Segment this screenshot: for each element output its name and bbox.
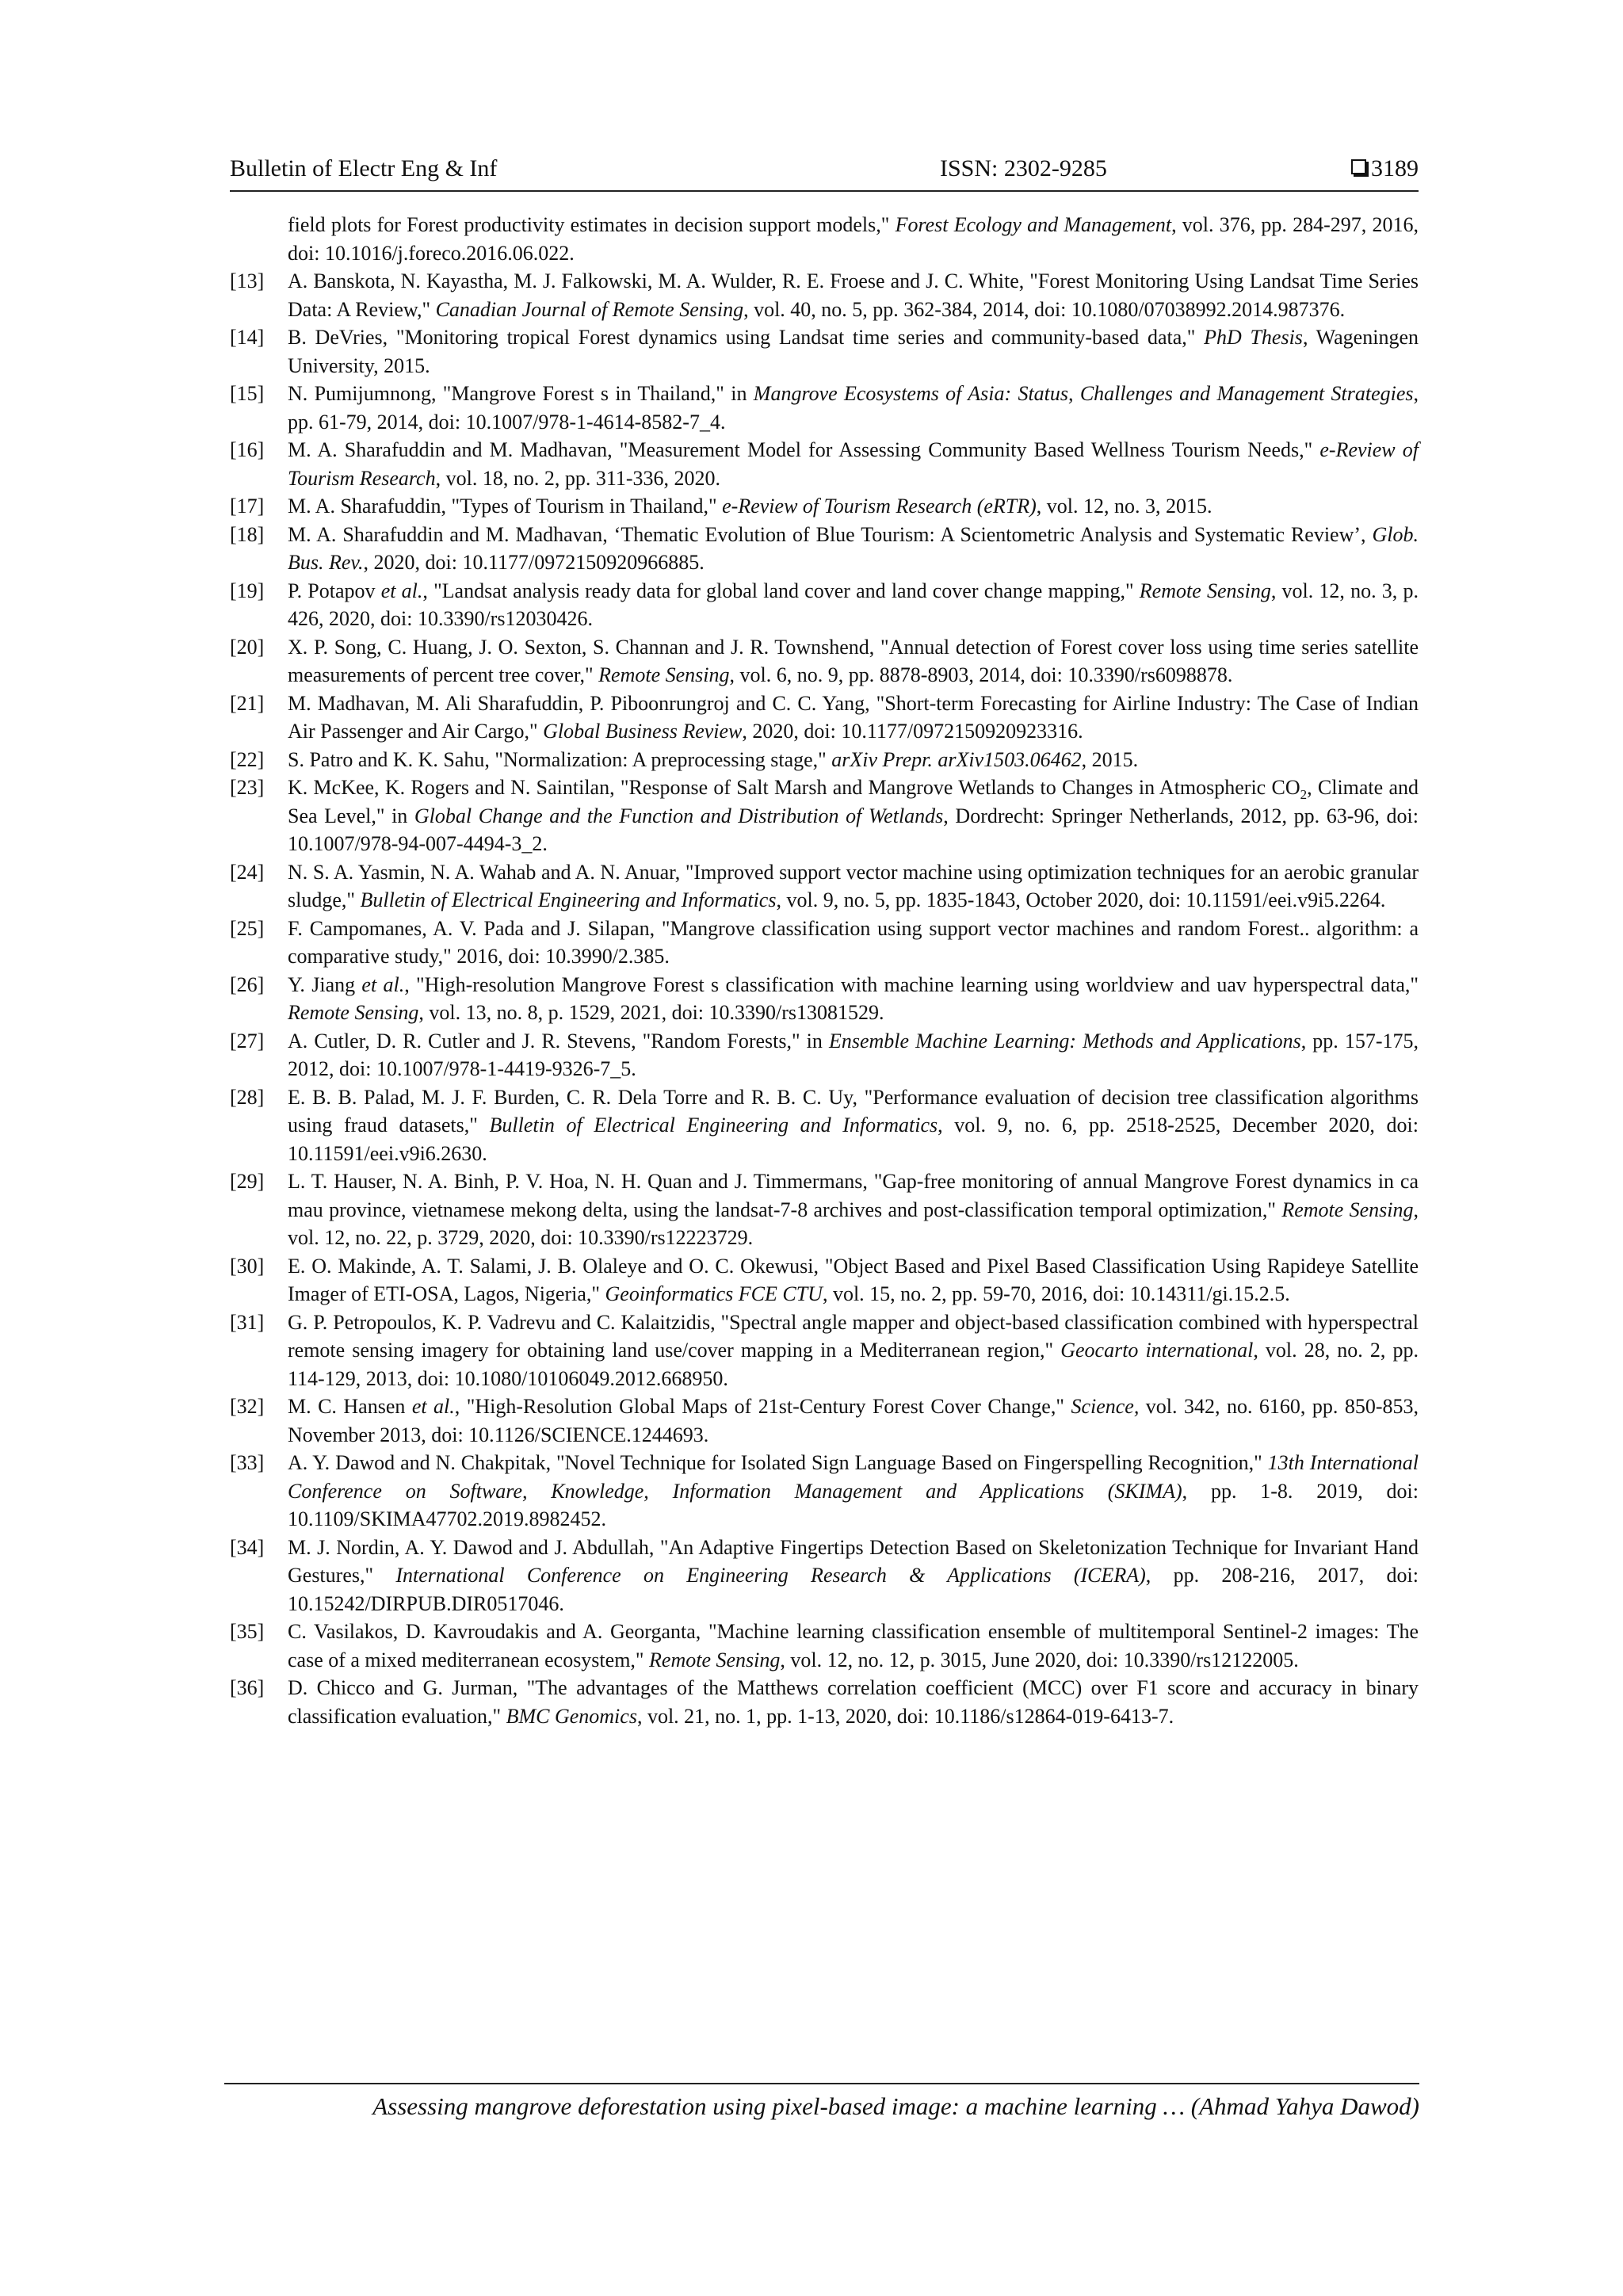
reference-text: M. J. Nordin, A. Y. Dawod and J. Abdullah, "An Adaptive Fingertips Detection Based on Skeletonization Technique for Invariant Hand Gestures," xyxy=(288,1535,1419,1587)
reference-text: Y. Jiang xyxy=(288,972,362,996)
reference-text: , 2015. xyxy=(1081,747,1139,771)
reference-text: , vol. 28, no. 2, pp. 114-129, 2013, doi: 10.1080/10106049.2012.668950. xyxy=(288,1339,1419,1390)
reference-italic-text: Canadian Journal of Remote Sensing xyxy=(435,297,744,321)
reference-number: [28] xyxy=(230,1085,265,1109)
reference-number: [16] xyxy=(230,438,265,461)
issn: ISSN: 2302-9285 xyxy=(940,155,1107,181)
reference-text: , pp. 61-79, 2014, doi: 10.1007/978-1-4614-8582-7_4. xyxy=(288,382,1419,434)
reference-text: N. Pumijumnong, "Mangrove Forest s in Thailand," in xyxy=(288,382,754,405)
reference-entry xyxy=(230,1308,1419,1393)
reference-italic-text: Forest Ecology and Management xyxy=(895,213,1172,236)
reference-text: , vol. 12, no. 12, p. 3015, June 2020, doi: 10.3390/rs12122005. xyxy=(780,1648,1299,1671)
reference-text: L. T. Hauser, N. A. Binh, P. V. Hoa, N. H. Quan and J. Timmermans, "Gap-free monitoring of annual Mangrove Forest dynamics in ca mau province, vietnamese mekong delta, using the landsat-7-8 archives and post-classification temporal optimization," xyxy=(288,1170,1419,1221)
page-number: 3189 xyxy=(1371,155,1419,181)
reference-text: , 2020, doi: 10.1177/0972150920966885. xyxy=(363,551,705,574)
reference-text: C. Vasilakos, D. Kavroudakis and A. Georganta, "Machine learning classification ensemble of multitemporal Sentinel-2 images: The case of a mixed mediterranean ecosystem," xyxy=(288,1620,1419,1671)
reference-entry xyxy=(230,1534,1419,1618)
reference-number: [15] xyxy=(230,382,265,405)
reference-italic-text: Ensemble Machine Learning: Methods and Applications xyxy=(828,1029,1301,1052)
page-footer xyxy=(224,2083,1419,2120)
reference-entry xyxy=(230,1083,1419,1168)
reference-text: A. Y. Dawod and N. Chakpitak, "Novel Technique for Isolated Sign Language Based on Fingerspelling Recognition," xyxy=(288,1451,1268,1474)
reference-number: [21] xyxy=(230,691,265,715)
reference-number: [33] xyxy=(230,1451,265,1474)
reference-text: , vol. 12, no. 3, 2015. xyxy=(1036,495,1212,518)
reference-text: , Wageningen University, 2015. xyxy=(288,326,1419,377)
reference-text: M. Madhavan, M. Ali Sharafuddin, P. Piboonrungroj and C. C. Yang, "Short-term Forecasting for Airline Industry: The Case of Indian Air Passenger and Air Cargo," xyxy=(288,691,1419,743)
reference-text: A. Cutler, D. R. Cutler and J. R. Stevens, "Random Forests," in xyxy=(288,1029,829,1052)
reference-text: S. Patro and K. K. Sahu, "Normalization: A preprocessing stage," xyxy=(288,747,832,771)
reference-italic-text: Bulletin of Electrical Engineering and Informatics xyxy=(489,1114,938,1137)
reference-italic-text: Glob. Bus. Rev. xyxy=(288,522,1419,574)
reference-list xyxy=(230,211,1419,1730)
reference-italic-text: Remote Sensing xyxy=(288,1001,419,1024)
reference-number: [27] xyxy=(230,1029,265,1052)
reference-entry xyxy=(230,1167,1419,1252)
reference-subscript: 2 xyxy=(1300,787,1308,803)
reference-italic-text: Geocarto international xyxy=(1060,1339,1254,1362)
reference-italic-text: Remote Sensing xyxy=(1281,1198,1414,1221)
reference-text: N. S. A. Yasmin, N. A. Wahab and A. N. Anuar, "Improved support vector machine using optimization techniques for an aerobic granular sludge," xyxy=(288,860,1419,911)
reference-text: , vol. 21, no. 1, pp. 1-13, 2020, doi: 10.1186/s12864-019-6413-7. xyxy=(636,1704,1174,1728)
reference-italic-text: et al. xyxy=(411,1395,455,1418)
reference-text: A. Banskota, N. Kayastha, M. J. Falkowski, M. A. Wulder, R. E. Froese and J. C. White, "Forest Monitoring Using Landsat Time Series Data: A Review," xyxy=(288,269,1419,321)
reference-text: D. Chicco and G. Jurman, "The advantages of the Matthews correlation coefficient (MCC) over F1 score and accuracy in binary classification evaluation," xyxy=(288,1676,1419,1728)
reference-text: , "High-resolution Mangrove Forest s classification with machine learning using worldview and uav hyperspectral data," xyxy=(404,972,1419,996)
reference-italic-text: Science, xyxy=(1071,1395,1140,1418)
reference-number: [31] xyxy=(230,1310,265,1334)
reference-entry xyxy=(230,1618,1419,1674)
reference-entry xyxy=(230,436,1419,492)
reference-text: vol. 342, no. 6160, pp. 850-853, November 2013, doi: 10.1126/SCIENCE.1244693. xyxy=(288,1395,1419,1446)
reference-number: [22] xyxy=(230,747,265,771)
reference-text: M. A. Sharafuddin, "Types of Tourism in Thailand," xyxy=(288,495,723,518)
reference-text: , pp. 1-8. 2019, doi: 10.1109/SKIMA47702.2019.8982452. xyxy=(288,1479,1419,1530)
reference-text: M. A. Sharafuddin and M. Madhavan, "Measurement Model for Assessing Community Based Wellness Tourism Needs," xyxy=(288,438,1320,461)
reference-entry xyxy=(230,1027,1419,1083)
reference-italic-text: arXiv Prepr. arXiv1503.06462 xyxy=(831,747,1082,771)
reference-italic-text: e-Review of Tourism Research xyxy=(288,438,1419,490)
page-header xyxy=(230,154,1419,192)
reference-text: , Dordrecht: Springer Netherlands, 2012, pp. 63-96, doi: 10.1007/978-94-007-4494-3_2. xyxy=(288,804,1419,855)
reference-entry xyxy=(230,1674,1419,1730)
reference-text: M. A. Sharafuddin and M. Madhavan, ‘Thematic Evolution of Blue Tourism: A Scientometric Analysis and Systematic Review’, xyxy=(288,522,1373,546)
reference-text: , Climate and Sea Level," in xyxy=(288,776,1419,827)
reference-text: X. P. Song, C. Huang, J. O. Sexton, S. Channan and J. R. Townshend, "Annual detection of Forest cover loss using time series satellite measurements of percent tree cover," xyxy=(288,635,1419,686)
reference-text: field plots for Forest productivity estimates in decision support models," xyxy=(288,213,896,236)
reference-text: , vol. 9, no. 5, pp. 1835-1843, October 2020, doi: 10.11591/eei.v9i5.2264. xyxy=(776,888,1386,911)
reference-number: [17] xyxy=(230,495,265,518)
reference-entry xyxy=(230,858,1419,915)
reference-italic-text: e-Review of Tourism Research (eRTR) xyxy=(722,495,1037,518)
reference-text: B. DeVries, "Monitoring tropical Forest dynamics using Landsat time series and community-based data," xyxy=(288,326,1205,349)
reference-entry xyxy=(230,1252,1419,1308)
reference-italic-text: 13th International Conference on Software, Knowledge, Information Management and Applications (SKIMA) xyxy=(288,1451,1419,1503)
reference-italic-text: BMC Genomics xyxy=(506,1704,637,1728)
reference-italic-text: et al. xyxy=(380,579,423,602)
reference-text: , vol. 6, no. 9, pp. 8878-8903, 2014, doi: 10.3390/rs6098878. xyxy=(729,663,1233,686)
reference-entry xyxy=(230,690,1419,746)
page-box-icon xyxy=(1351,159,1366,174)
reference-italic-text: Global Change and the Function and Distribution of Wetlands xyxy=(414,804,944,827)
journal-name: Bulletin of Electr Eng & Inf xyxy=(230,155,498,181)
reference-number: [24] xyxy=(230,860,265,884)
reference-number: [35] xyxy=(230,1620,265,1643)
footer-running-title: Assessing mangrove deforestation using pixel-based image: a machine learning … (Ahmad Yahya Dawod) xyxy=(372,2092,1419,2120)
reference-text: , vol. 12, no. 3, p. 426, 2020, doi: 10.3390/rs12030426. xyxy=(288,579,1419,630)
reference-text: , vol. 13, no. 8, p. 1529, 2021, doi: 10.3390/rs13081529. xyxy=(418,1001,884,1024)
reference-text: , "Landsat analysis ready data for global land cover and land cover change mapping," xyxy=(422,579,1140,602)
reference-number: [25] xyxy=(230,916,265,940)
reference-entry xyxy=(230,633,1419,690)
reference-text: E. B. B. Palad, M. J. F. Burden, C. R. Dela Torre and R. B. C. Uy, "Performance evaluation of decision tree classification algorithms using fraud datasets," xyxy=(288,1085,1419,1137)
reference-text: , "High-Resolution Global Maps of 21st-Century Forest Cover Change," xyxy=(454,1395,1071,1418)
reference-entry xyxy=(230,323,1419,380)
page-number-block xyxy=(1351,155,1419,182)
reference-entry xyxy=(230,380,1419,436)
reference-entry xyxy=(230,774,1419,858)
reference-italic-text: Mangrove Ecosystems of Asia: Status, Challenges and Management Strategies xyxy=(753,382,1414,405)
reference-entry xyxy=(230,971,1419,1027)
reference-italic-text: PhD Thesis xyxy=(1204,326,1303,349)
reference-text: , vol. 40, no. 5, pp. 362-384, 2014, doi: 10.1080/07038992.2014.987376. xyxy=(743,297,1346,321)
reference-entry xyxy=(230,1392,1419,1449)
reference-text: M. C. Hansen xyxy=(288,1395,412,1418)
reference-italic-text: et al. xyxy=(361,972,405,996)
reference-italic-text: International Conference on Engineering Research & Applications (ICERA) xyxy=(395,1564,1146,1587)
reference-number: [32] xyxy=(230,1395,265,1418)
reference-text: F. Campomanes, A. V. Pada and J. Silapan, "Mangrove classification using support vector machines and random Forest.. algorithm: a comparative study," 2016, doi: 10.3990/2.385. xyxy=(288,916,1419,968)
reference-number: [19] xyxy=(230,579,265,602)
reference-number: [36] xyxy=(230,1676,265,1699)
reference-italic-text: Remote Sensing xyxy=(598,663,730,686)
reference-entry xyxy=(230,577,1419,633)
reference-text: E. O. Makinde, A. T. Salami, J. B. Olaleye and O. C. Okewusi, "Object Based and Pixel Based Classification Using Rapideye Satellite Imager of ETI-OSA, Lagos, Nigeria," xyxy=(288,1254,1419,1305)
reference-italic-text: Remote Sensing xyxy=(1139,579,1271,602)
reference-number: [20] xyxy=(230,635,265,659)
reference-number: [14] xyxy=(230,326,265,349)
reference-italic-text: Global Business Review xyxy=(543,720,743,743)
reference-number: [18] xyxy=(230,522,265,546)
reference-number: [29] xyxy=(230,1170,265,1193)
reference-text: , vol. 18, no. 2, pp. 311-336, 2020. xyxy=(435,466,721,490)
reference-text: , pp. 157-175, 2012, doi: 10.1007/978-1-4419-9326-7_5. xyxy=(288,1029,1419,1080)
reference-italic-text: Bulletin of Electrical Engineering and Informatics xyxy=(360,888,777,911)
reference-entry xyxy=(230,521,1419,577)
reference-entry xyxy=(230,746,1419,774)
reference-italic-text: Remote Sensing xyxy=(649,1648,781,1671)
reference-entry xyxy=(230,1449,1419,1534)
reference-entry xyxy=(230,211,1419,267)
reference-number: [23] xyxy=(230,776,265,799)
reference-number: [26] xyxy=(230,972,265,996)
reference-text: P. Potapov xyxy=(288,579,381,602)
reference-entry xyxy=(230,267,1419,323)
reference-text: , 2020, doi: 10.1177/0972150920923316. xyxy=(742,720,1083,743)
reference-number: [13] xyxy=(230,269,265,292)
reference-entry xyxy=(230,492,1419,521)
reference-text: G. P. Petropoulos, K. P. Vadrevu and C. Kalaitzidis, "Spectral angle mapper and object-based classification combined with hyperspectral remote sensing imagery for obtaining land use/cover mapping in a Mediterranean region," xyxy=(288,1310,1419,1362)
reference-text: K. McKee, K. Rogers and N. Saintilan, "Response of Salt Marsh and Mangrove Wetlands to Changes in Atmospheric CO xyxy=(288,776,1300,799)
reference-text: , vol. 12, no. 22, p. 3729, 2020, doi: 10.3390/rs12223729. xyxy=(288,1198,1419,1249)
reference-italic-text: Geoinformatics FCE CTU xyxy=(605,1282,823,1305)
reference-entry xyxy=(230,915,1419,971)
reference-text: , vol. 376, pp. 284-297, 2016, doi: 10.1016/j.foreco.2016.06.022. xyxy=(288,213,1419,265)
reference-text: , pp. 208-216, 2017, doi: 10.15242/DIRPUB.DIR0517046. xyxy=(288,1564,1419,1615)
reference-number: [30] xyxy=(230,1254,265,1278)
reference-text: , vol. 15, no. 2, pp. 59-70, 2016, doi: 10.14311/gi.15.2.5. xyxy=(822,1282,1290,1305)
reference-text: , vol. 9, no. 6, pp. 2518-2525, December 2020, doi: 10.11591/eei.v9i6.2630. xyxy=(288,1114,1419,1165)
reference-number: [34] xyxy=(230,1535,265,1559)
